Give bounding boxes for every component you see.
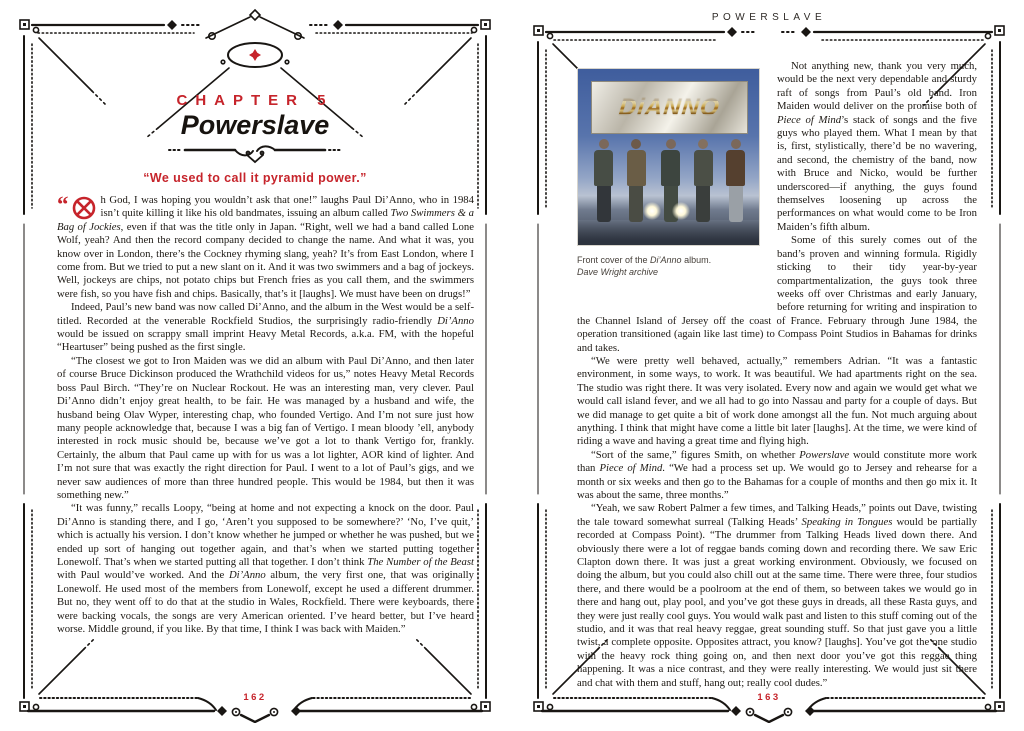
photo-caption xyxy=(577,255,767,278)
page-number-left: 162 xyxy=(243,692,267,703)
paragraph: “Yeah, we saw Robert Palmer a few times, and Talking Heads,” points out Dave, twisting the tale toward somewhat surreal (Talking Heads’ Speaking in Tongues would be partially recorded at Compass Point). “The drummer from Talking Heads lived down there. And obviously there were a lot of reggae bands coming down and recording there. We saw Eric Clapton down there. It was just a great working environment. Obviously, we focused on doing the album, but you could also chill out at the same time. There were three, four studios there, and there would be a poolroom at the end of them, so between takes we would go in there and hang out, play pool, and you’ve got these guys in dreads, all these Rasta guys, and they were just really cool guys. You would walk past and listen to this stuff coming out of the studio, and it was that real heavy reggae, great sounding stuff. So that just gave you a little twist, a complete opposite. Opposites attract, you know? [laughs]. You’ve got the one studio with the heavy rock thing going on, and then next door you’ve got this reggae thing happening. It was a nice contrast, and they were really interesting. We would just sit there and chat with them and stuff, hang out; really cool dudes.” xyxy=(577,502,977,689)
paragraph: “ h God, I was hoping you wouldn’t ask that one!” laughs Paul Di’Anno, who in 1984 isn’t quite killing it like his old bandmates, issuing an album called Two Swimmers & a Bag of Jockies, even if that was the title only in Japan. “Right, well we had a band called Lone Wolf, yeah? And then the record company decided to change the name. And what it was, you know over in London, there’s the Cockney rhyming slang, yeah? It’s from East London, where I come from. But we tried to put a new slant on it. And it was two swimmers and a bag of jockeys. Well, jockeys are chips, not potato chips but French fries as you call them, and the swimmers were fish, so you have fish and chips. Basically, that’s it [laughs]. We must have been on drugs!” xyxy=(57,192,474,300)
paragraph: Some of this surely comes out of the band’s proven and winning formula. Rigidly sticking to their tidy year-by-year compartmentalization, the guys took three weeks off over Christmas and early January, before returning for writing and inspiration to the Channel Island of Jersey off the coast of France. February through June 1984, the operation transitioned (again like last time) to Compass Point Studios in Bahamas for drinks and takes. xyxy=(577,234,977,354)
paragraph: Indeed, Paul’s new band was now called Di’Anno, and the album in the West would be a self-titled. Recorded at the venerable Rockfield Studios, the surprisingly radio-friendly Di’Anno would be issued on scrappy small imprint Heavy Metal Records, a.k.a. FM, with the hopeful “Heartuser” being pushed as the first single. xyxy=(57,301,474,354)
caption-line-2: Dave Wright archive xyxy=(577,266,659,277)
photo-block xyxy=(577,68,767,278)
opening-quote-mark: “ xyxy=(57,192,69,217)
band-member-figure xyxy=(723,139,749,222)
chapter-heading xyxy=(8,92,502,165)
album-logo-panel xyxy=(591,81,749,134)
rooftop-ground xyxy=(578,220,759,245)
running-head: POWERSLAVE xyxy=(711,12,827,23)
paragraph: “It was funny,” recalls Loopy, “being at home and not expecting a knock on the door. Paul Di’Anno is standing there, and I go, ‘Aren’t you supposed to be somewhere?’ ‘No, I’ve quit,’ which is actually his version. I don’t know whether he jumped or whether he was pushed, but we ended up sort of hanging out together again, and that’s when we started putting together Lonewolf. That’s when we started putting all that together. I don’t think The Number of the Beast with Paul would’ve worked. And the Di’Anno album, the very first one, that was originally Lonewolf. He used most of the members from Lonewolf, except he used a different drummer. But no, they went off to do that at the studio in Wales, Rockfield. There were keyboards, there were backing vocals, the songs are very American oriented. I’ve heard better, but I’ve heard worse. Middle ground, if you like. By that time, I think I was back with Maiden.” xyxy=(57,502,474,635)
album-cover-photo xyxy=(577,68,760,246)
paragraph: “We were pretty well behaved, actually,” remembers Adrian. “It was a fantastic environment, in some ways, to work. It was beautiful. We had apartments right on the sea. The studio was right there. It was very isolated. Every now and again we would get what we would call island fever, and we all had to go into Nassau and party for a couple of days. But we did manage to get quite a bit of work done amongst all the fun. Not much arguing about anything. I think that might have come a little bit later [laughs]. At the time, we were kind of riding a wave and having a great time and flying high. xyxy=(577,354,977,448)
right-page-body xyxy=(577,60,977,690)
paragraph: “The closest we got to Iron Maiden was we did an album with Paul Di’Anno, and then later of course Bruce Dickinson produced the Wrathchild videos for us,” notes Heavy Metal Records boss Paul Birch. “They’re on Nuclear Rockout. He was an interesting man, very clever. Paul Di’Anno didn’t enjoy great health, to be fair. He was managed by a husband and wife, the husband being Olav Wyper, interesting chap, who founded Vertigo. And I’m not sure just how many people acknowledge that, because I was a big fan of Vertigo. I mean bloody ’ell, anybody interested in rock music should be, because we’ve got a lot to thank Vertigo for, frankly. Certainly, the album that Paul came up with for us was a lot lighter, AOR kind of lighter. And I’m not sure that was exactly the right direction for Paul. I went to a lot of Paul’s gigs, and we never saw audiences of more than three hundred people. This would be 1984, but then it was something new.” xyxy=(57,354,474,501)
dianno-logo-text: DiANNO xyxy=(617,94,722,122)
chapter-title: Powerslave xyxy=(180,110,330,140)
band-member-figure xyxy=(591,139,617,222)
band-members xyxy=(578,131,759,223)
page-number-right: 163 xyxy=(757,692,781,703)
scroll-divider-icon xyxy=(165,143,345,165)
band-member-figure xyxy=(690,139,716,222)
pull-quote: “We used to call it pyramid power.” xyxy=(143,171,367,185)
left-page xyxy=(8,8,502,723)
left-page-body xyxy=(57,194,474,636)
caption-line-1: Front cover of the Di’Anno album. xyxy=(577,255,712,265)
paragraph: “Sort of the same,” figures Smith, on whether Powerslave would constitute more work than Piece of Mind. “We had a process set up. We would go to Jersey and rehearse for a month or six weeks and then go to the Bahamas for a couple of months and then go mix it. It was about the same, three months.” xyxy=(577,448,977,501)
crossed-circle-dropcap-icon xyxy=(72,196,96,220)
right-page xyxy=(522,8,1016,723)
chapter-number-label: CHAPTER 5 xyxy=(176,92,334,109)
paragraph: Not anything new, thank you very much, would be the next very dependable and sturdy raft of songs from Paul’s old band. Iron Maiden would deliver on the promise both of Piece of Mind’s stack of songs and the five guys who played them. What I mean by that is, first, stylistically, there’d be no wavering, and second, the chemistry of the band, now with Bruce and Nicko, would be further underscored—if anything, the guys found themselves loosening up across the performances on what would come to be Iron Maiden’s fifth album. xyxy=(777,60,977,233)
